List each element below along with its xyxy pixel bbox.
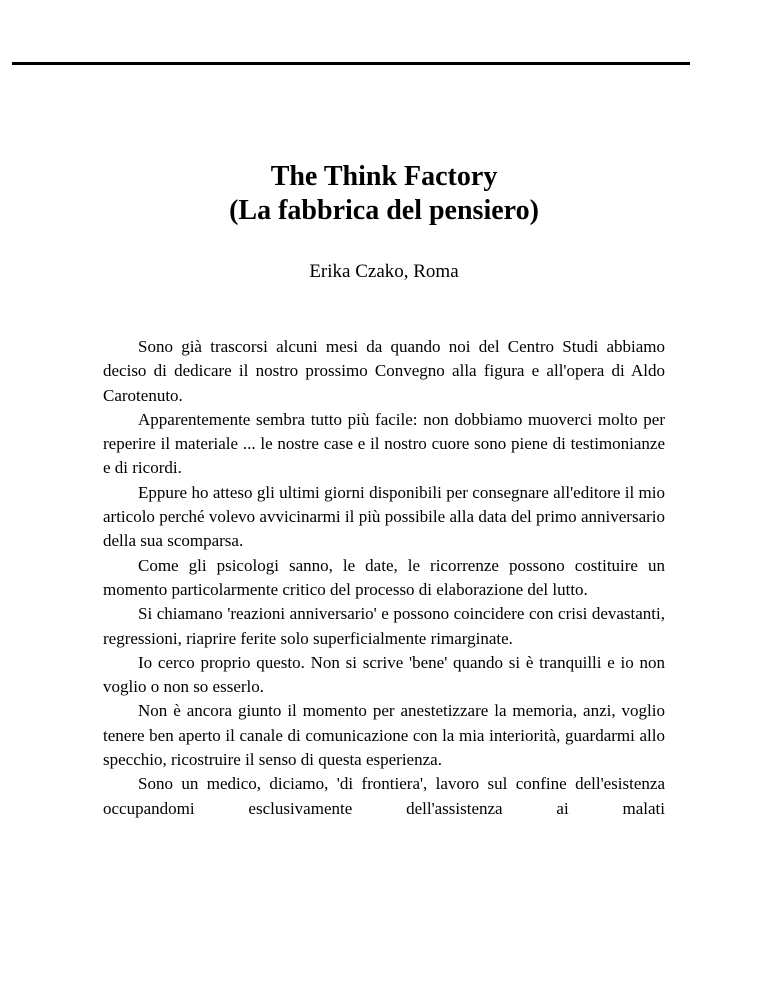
- paragraph: Io cerco proprio questo. Non si scrive 'bene' quando si è tranquilli e io non voglio o non so esserlo.: [103, 652, 665, 697]
- paragraph-continued: Sono un medico, diciamo, 'di frontiera', lavoro sul confine dell'esistenza occupandomi esclusivamente dell'assistenza ai malati: [103, 774, 665, 818]
- article-body: [103, 335, 665, 821]
- title-line-1: The Think Factory: [270, 161, 498, 192]
- paragraph: Non è ancora giunto il momento per anestetizzare la memoria, anzi, voglio tenere ben aperto il canale di comunicazione con la mia interiorità, guardarmi allo specchio, ricostruire il senso di questa esperienza.: [103, 701, 665, 770]
- paragraph: Eppure ho atteso gli ultimi giorni disponibili per consegnare all'editore il mio articolo perché volevo avvicinarmi il più possibile alla data del primo anniversario della sua scomparsa.: [103, 482, 665, 551]
- paragraph: Apparentemente sembra tutto più facile: non dobbiamo muoverci molto per reperire il materiale ... le nostre case e il nostro cuore sono piene di testimonianze e di ricordi.: [103, 409, 665, 478]
- paragraph: Come gli psicologi sanno, le date, le ricorrenze possono costituire un momento particolarmente critico del processo di elaborazione del lutto.: [103, 555, 665, 599]
- top-horizontal-rule: [12, 62, 690, 65]
- paragraph: Si chiamano 'reazioni anniversario' e possono coincidere con crisi devastanti, regressioni, riaprire ferite solo superficialmente rimarginate.: [103, 604, 665, 648]
- title-line-2: (La fabbrica del pensiero): [229, 195, 539, 226]
- title-block: [0, 160, 768, 228]
- paragraph: Sono già trascorsi alcuni mesi da quando noi del Centro Studi abbiamo deciso di dedicare il nostro prossimo Convegno alla figura e all'opera di Aldo Carotenuto.: [103, 337, 665, 405]
- author-line: Erika Czako, Roma: [309, 261, 459, 282]
